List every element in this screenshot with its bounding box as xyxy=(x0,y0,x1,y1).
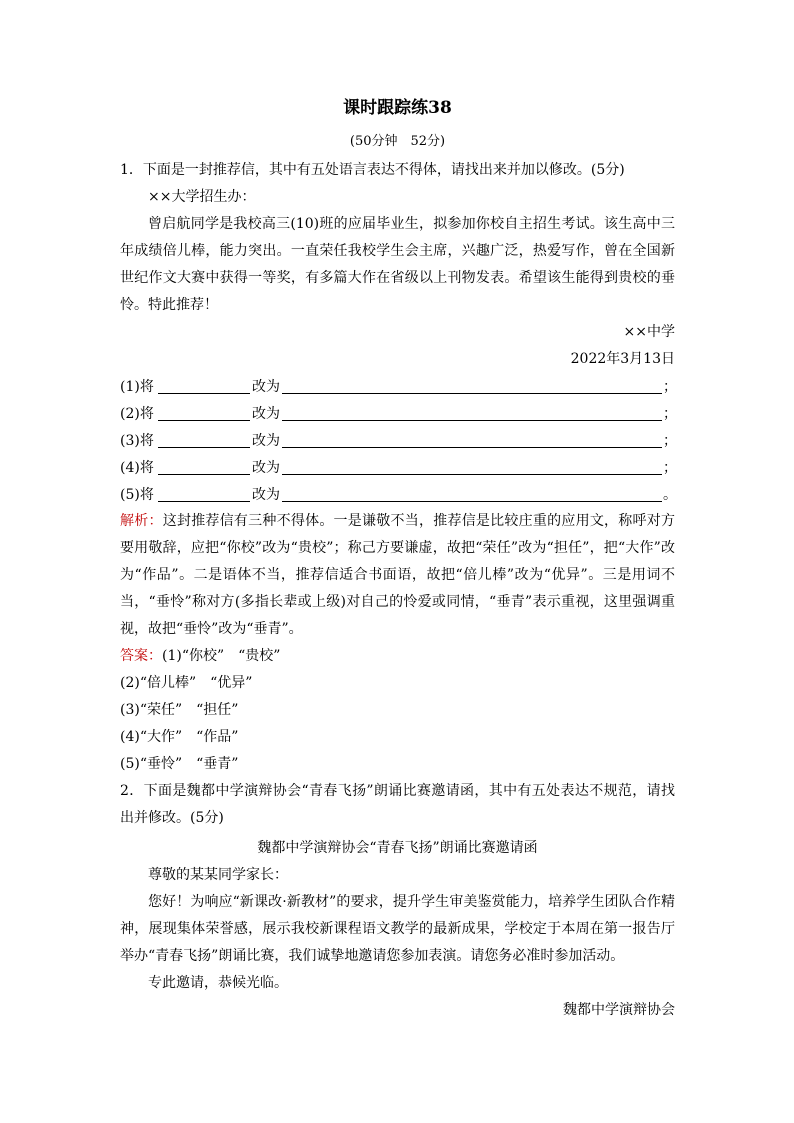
answer-item: (1)“你校” “贵校” xyxy=(162,648,281,664)
fill-end-punct: ； xyxy=(663,433,677,449)
q2-salutation: 尊敬的某某同学家长： xyxy=(148,867,288,883)
blank-revision[interactable] xyxy=(282,447,662,448)
q2-closing: 专此邀请，恭候光临。 xyxy=(148,975,288,991)
fill-row xyxy=(120,401,675,428)
fill-end-punct: ； xyxy=(663,406,677,422)
q2-stem: 2．下面是魏都中学演辩协会“青春飞扬”朗诵比赛邀请函，其中有五处表达不规范，请找出并修改。(5分) xyxy=(120,783,675,826)
blank-revision[interactable] xyxy=(282,393,662,394)
fill-change-label: 改为 xyxy=(252,460,280,476)
answer-tag: 答案： xyxy=(120,648,162,664)
answer-item: (2)“倍儿棒” “优异” xyxy=(120,675,253,691)
fill-row xyxy=(120,428,675,455)
blank-original[interactable] xyxy=(158,501,250,502)
q1-date: 2022年3月13日 xyxy=(570,351,675,367)
fill-number: (4)将 xyxy=(120,460,154,476)
fill-row xyxy=(120,455,675,482)
fill-row xyxy=(120,374,675,401)
fill-number: (1)将 xyxy=(120,379,154,395)
blank-revision[interactable] xyxy=(282,420,662,421)
q2-letter-title: 魏都中学演辩协会“青春飞扬”朗诵比赛邀请函 xyxy=(257,840,538,856)
answer-item: (3)“荣任” “担任” xyxy=(120,702,239,718)
fill-end-punct: ； xyxy=(663,379,677,395)
blank-revision[interactable] xyxy=(282,474,662,475)
page-subtitle: (50分钟 52分) xyxy=(349,134,446,149)
q1-body: 曾启航同学是我校高三(10)班的应届毕业生，拟参加你校自主招生考试。该生高中三年成绩倍儿棒，能力突出。一直荣任我校学生会主席，兴趣广泛，热爱写作，曾在全国新世纪作文大赛中获得一等奖，有多篇大作在省级以上刊物发表。希望该生能得到贵校的垂怜。 xyxy=(120,216,675,313)
q1-analysis xyxy=(120,508,675,643)
q1-stem: 1．下面是一封推荐信，其中有五处语言表达不得体，请找出来并加以修改。(5分) xyxy=(120,162,625,178)
fill-end-punct: 。 xyxy=(663,487,677,503)
answer-item: (4)“大作” “作品” xyxy=(120,729,239,745)
blank-original[interactable] xyxy=(158,393,250,394)
q2-signature: 魏都中学演辩协会 xyxy=(563,1002,675,1018)
q2-body: 您好！为响应“新课改·新教材”的要求，提升学生审美鉴赏能力，培养学生团队合作精神，展现集体荣誉感，展示我校新课程语文教学的最新成果，学校定于本周在第一报告厅举办“青春飞扬”朗诵比赛，我们诚挚地邀请您参加表演。请您务必准时参加活动。 xyxy=(120,894,675,964)
blank-original[interactable] xyxy=(158,420,250,421)
fill-number: (3)将 xyxy=(120,433,154,449)
q1-salutation: ××大学招生办： xyxy=(148,189,256,205)
q1-closing: 特此推荐！ xyxy=(148,297,218,313)
page-title: 课时跟踪练38 xyxy=(343,98,452,118)
fill-row xyxy=(120,482,675,509)
fill-number: (2)将 xyxy=(120,406,154,422)
analysis-tag: 解析： xyxy=(120,513,163,529)
blank-original[interactable] xyxy=(158,447,250,448)
answer-item: (5)“垂怜” “垂青” xyxy=(120,756,239,772)
fill-change-label: 改为 xyxy=(252,487,280,503)
fill-change-label: 改为 xyxy=(252,379,280,395)
fill-change-label: 改为 xyxy=(252,406,280,422)
analysis-text: 这封推荐信有三种不得体。一是谦敬不当，推荐信是比较庄重的应用文，称呼对方要用敬辞，应把“你校”改为“贵校”；称己方要谦虚，故把“荣任”改为“担任”，把“大作”改为“作品”。二是语体不当，推荐信适合书面语，故把“倍儿棒”改为“优异”。三是用词不当，“垂怜”称对方(多指长辈或上级)对自己的怜爱或同情，“垂青”表示重视，这里强调重视，故把“垂怜”改为“垂青”。 xyxy=(120,513,676,637)
fill-number: (5)将 xyxy=(120,487,154,503)
fill-change-label: 改为 xyxy=(252,433,280,449)
blank-revision[interactable] xyxy=(282,501,662,502)
fill-end-punct: ； xyxy=(663,460,677,476)
answer-line-1 xyxy=(120,643,675,670)
q1-signature: ××中学 xyxy=(623,324,675,340)
blank-original[interactable] xyxy=(158,474,250,475)
